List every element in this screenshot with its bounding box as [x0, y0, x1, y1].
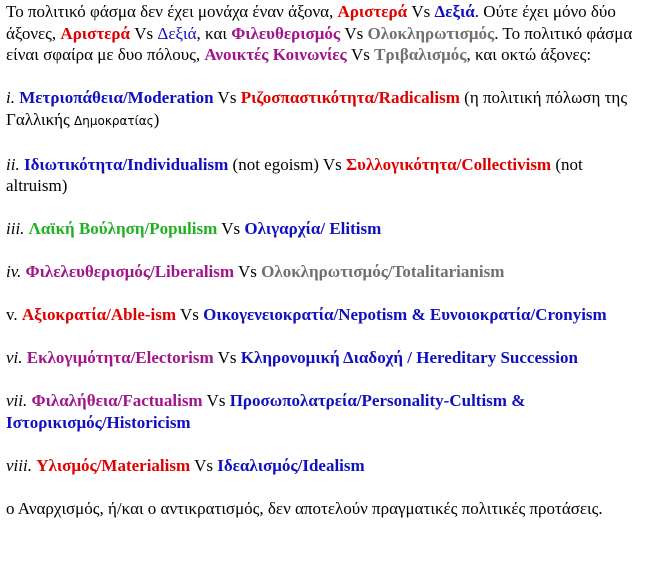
axis-right-term: Ιδεαλισμός/Idealism — [217, 455, 365, 475]
axis-right-term: Προσωπολατρεία/Personality-Cultism & Ιστορικισμός/Historicism — [6, 391, 526, 432]
axis-number: iii. — [6, 219, 25, 238]
vs-text: Vs — [190, 455, 218, 475]
axis-left-term: Μετριοπάθεια/Moderation — [19, 88, 214, 107]
term-right: Δεξιά — [157, 23, 197, 43]
vs-text: Vs — [217, 219, 245, 238]
axis-note: Δημοκρατίας — [74, 113, 154, 128]
axis-left-term: Αξιοκρατία/Able-ism — [21, 305, 177, 324]
term-liberalism: Φιλευθερισμός — [231, 23, 341, 43]
axis-item — [6, 87, 641, 132]
term-totalitarianism: Ολοκληρωτισμός — [367, 23, 495, 43]
axis-left-term: Φιλελευθερισμός/Liberalism — [25, 262, 235, 281]
vs-text: Vs — [213, 88, 241, 107]
intro-text: . Το πολιτικό φάσμα είναι σφαίρα με δυο πόλους, — [6, 23, 633, 64]
intro-text: , και οκτώ άξονες: — [466, 45, 592, 64]
axis-number: ii. — [6, 154, 20, 174]
axis-item — [6, 304, 641, 326]
axis-left-term: Υλισμός/Materialism — [36, 455, 191, 475]
axis-number: vi. — [6, 348, 23, 367]
outro-paragraph: ο Αναρχισμός, ή/και ο αντικρατισμός, δεν αποτελούν πραγματικές πολιτικές προτάσεις. — [6, 498, 603, 518]
axis-right-term: Ολιγαρχία/ Elitism — [244, 219, 382, 238]
axis-left-term: Λαϊκή Βούληση/Populism — [28, 219, 218, 238]
axis-right-term: Συλλογικότητα/Collectivism — [346, 154, 552, 174]
axis-right-term: Κληρονομική Διαδοχή / Hereditary Succession — [240, 348, 578, 367]
vs-text: Vs — [346, 45, 375, 64]
axis-left-term: Εκλογιμότητα/Electorism — [26, 348, 214, 367]
axis-number: i. — [6, 88, 15, 107]
term-left: Αριστερά — [337, 2, 408, 21]
axis-item — [6, 218, 641, 240]
term-left: Αριστερά — [60, 23, 130, 43]
vs-text: Vs — [202, 391, 230, 410]
vs-text: Vs — [340, 23, 368, 43]
intro-text: , και — [196, 23, 232, 43]
vs-text: Vs — [130, 23, 158, 43]
axis-right-term: Οικογενειοκρατία/Nepotism & Ευνοιοκρατία/Cronyism — [203, 305, 607, 324]
axis-left-term: Φιλαλήθεια/Factualism — [31, 391, 203, 410]
axis-right-term: Ριζοσπαστικότητα/Radicalism — [240, 88, 460, 107]
axis-item — [6, 455, 641, 477]
intro-text: Το πολιτικό φάσμα δεν έχει μονάχα έναν άξονα, — [6, 2, 338, 21]
vs-text: Vs — [318, 154, 347, 174]
axis-item — [6, 261, 641, 283]
vs-text: Vs — [234, 262, 262, 281]
axis-item — [6, 390, 641, 433]
vs-text: Vs — [407, 2, 435, 21]
axis-left-term: Ιδιωτικότητα/Individualism — [23, 154, 229, 174]
term-tribalism: Τριβαλισμός — [374, 45, 467, 64]
vs-text: Vs — [176, 305, 204, 324]
axis-note: (not egoism) — [228, 154, 319, 174]
axis-note: (not altruism) — [6, 154, 583, 195]
vs-text: Vs — [213, 348, 241, 367]
term-open-societies: Ανοικτές Κοινωνίες — [204, 45, 347, 64]
axis-right-term: Ολοκληρωτισμός/Totalitarianism — [261, 262, 505, 281]
axis-number: iv. — [6, 262, 22, 281]
axis-note: (η πολιτική πόλωση της Γαλλικής — [6, 88, 628, 129]
axis-item — [6, 154, 641, 197]
intro-text: . Ούτε έχει μόνο δύο άξονες, — [6, 2, 616, 43]
term-right: Δεξιά — [434, 2, 475, 21]
axis-item — [6, 347, 641, 369]
intro-paragraph — [6, 1, 641, 66]
axis-number: viii. — [6, 455, 32, 475]
axis-number: vii. — [6, 391, 28, 410]
axis-note: ) — [153, 109, 160, 129]
axis-number: v. — [6, 305, 18, 324]
